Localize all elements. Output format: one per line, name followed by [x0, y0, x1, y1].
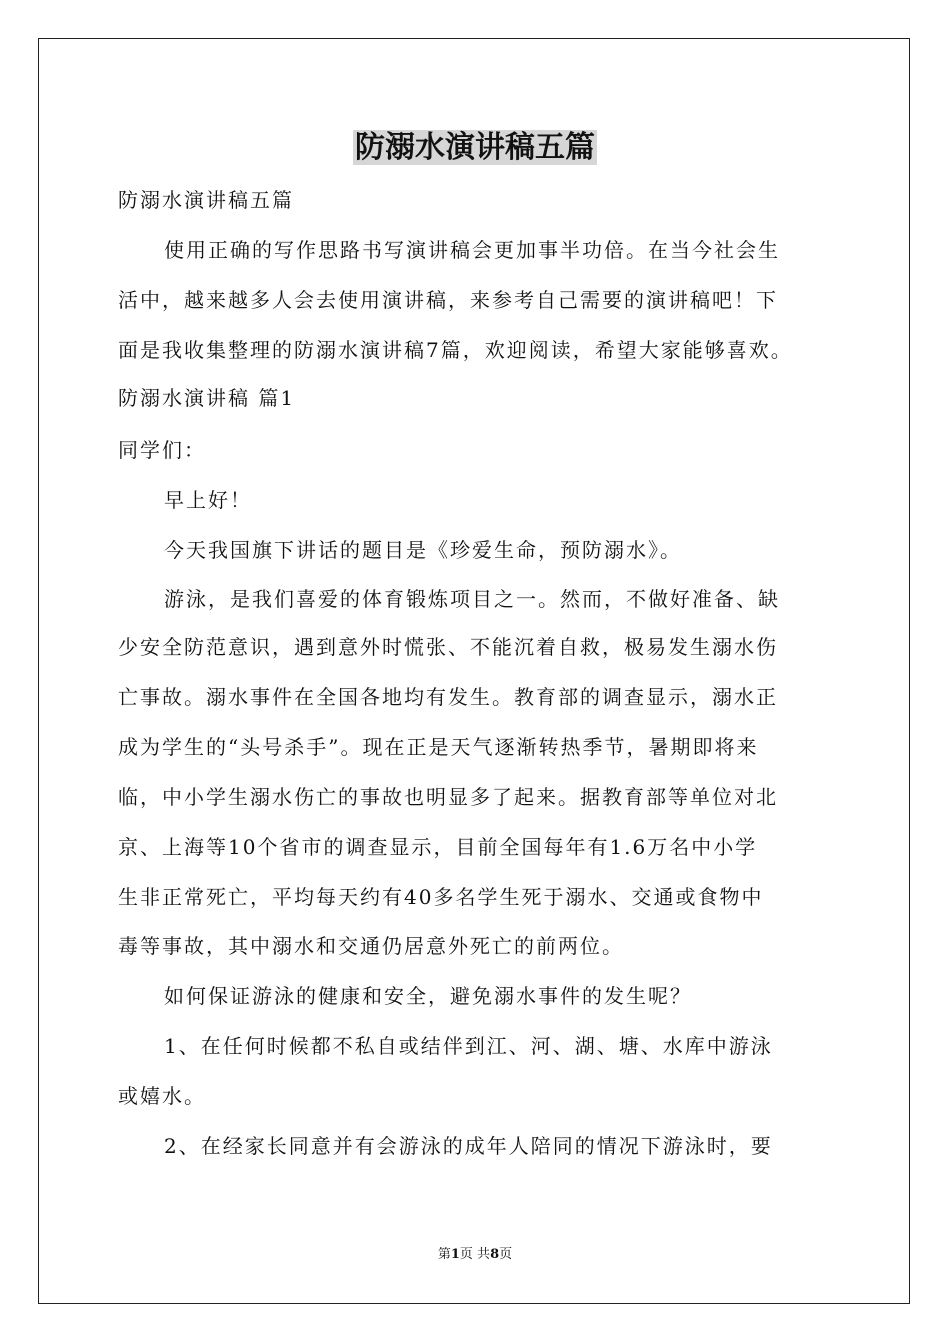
text-line: 如何保证游泳的健康和安全，避免溺水事件的发生呢？: [164, 984, 692, 1008]
text-line: 毒等事故，其中溺水和交通仍居意外死亡的前两位。: [118, 934, 624, 958]
text-line: 早上好！: [164, 488, 252, 512]
text-line: 亡事故。溺水事件在全国各地均有发生。教育部的调查显示，溺水正: [118, 685, 778, 709]
text-line: 成为学生的“头号杀手”。现在正是天气逐渐转热季节，暑期即将来: [118, 735, 759, 759]
text-line: 生非正常死亡，平均每天约有40多名学生死于溺水、交通或食物中: [118, 885, 764, 909]
text-line: 京、上海等10个省市的调查显示，目前全国每年有1.6万名中小学: [118, 835, 758, 859]
document-title: 防溺水演讲稿五篇: [355, 130, 595, 165]
page-border: [38, 38, 910, 1304]
text-line: 防溺水演讲稿五篇: [118, 188, 294, 212]
text-line: 面是我收集整理的防溺水演讲稿7篇，欢迎阅读，希望大家能够喜欢。: [118, 338, 793, 362]
text-line: 今天我国旗下讲话的题目是《珍爱生命，预防溺水》。: [164, 538, 682, 562]
text-line: 使用正确的写作思路书写演讲稿会更加事半功倍。在当今社会生: [164, 238, 780, 262]
footer-page-suffix: 页: [499, 1247, 513, 1262]
text-line: 少安全防范意识，遇到意外时慌张、不能沉着自救，极易发生溺水伤: [118, 635, 778, 659]
footer-page-mid: 页 共: [459, 1247, 491, 1262]
footer-page-total: 8: [490, 1247, 500, 1262]
text-line: 临，中小学生溺水伤亡的事故也明显多了起来。据教育部等单位对北: [118, 785, 778, 809]
section-heading: 防溺水演讲稿 篇1: [118, 386, 296, 410]
text-line: 活中，越来越多人会去使用演讲稿，来参考自己需要的演讲稿吧！下: [118, 288, 778, 312]
footer-page-number: 1: [450, 1247, 460, 1262]
text-line: 游泳，是我们喜爱的体育锻炼项目之一。然而，不做好准备、缺: [164, 587, 780, 611]
page-footer: [0, 1247, 950, 1263]
footer-page-prefix: 第: [437, 1247, 451, 1262]
text-line: 同学们：: [118, 438, 206, 462]
text-line: 2、在经家长同意并有会游泳的成年人陪同的情况下游泳时，要: [164, 1134, 773, 1158]
text-line: 1、在任何时候都不私自或结伴到江、河、湖、塘、水库中游泳: [164, 1034, 773, 1058]
text-line: 或嬉水。: [118, 1084, 206, 1108]
